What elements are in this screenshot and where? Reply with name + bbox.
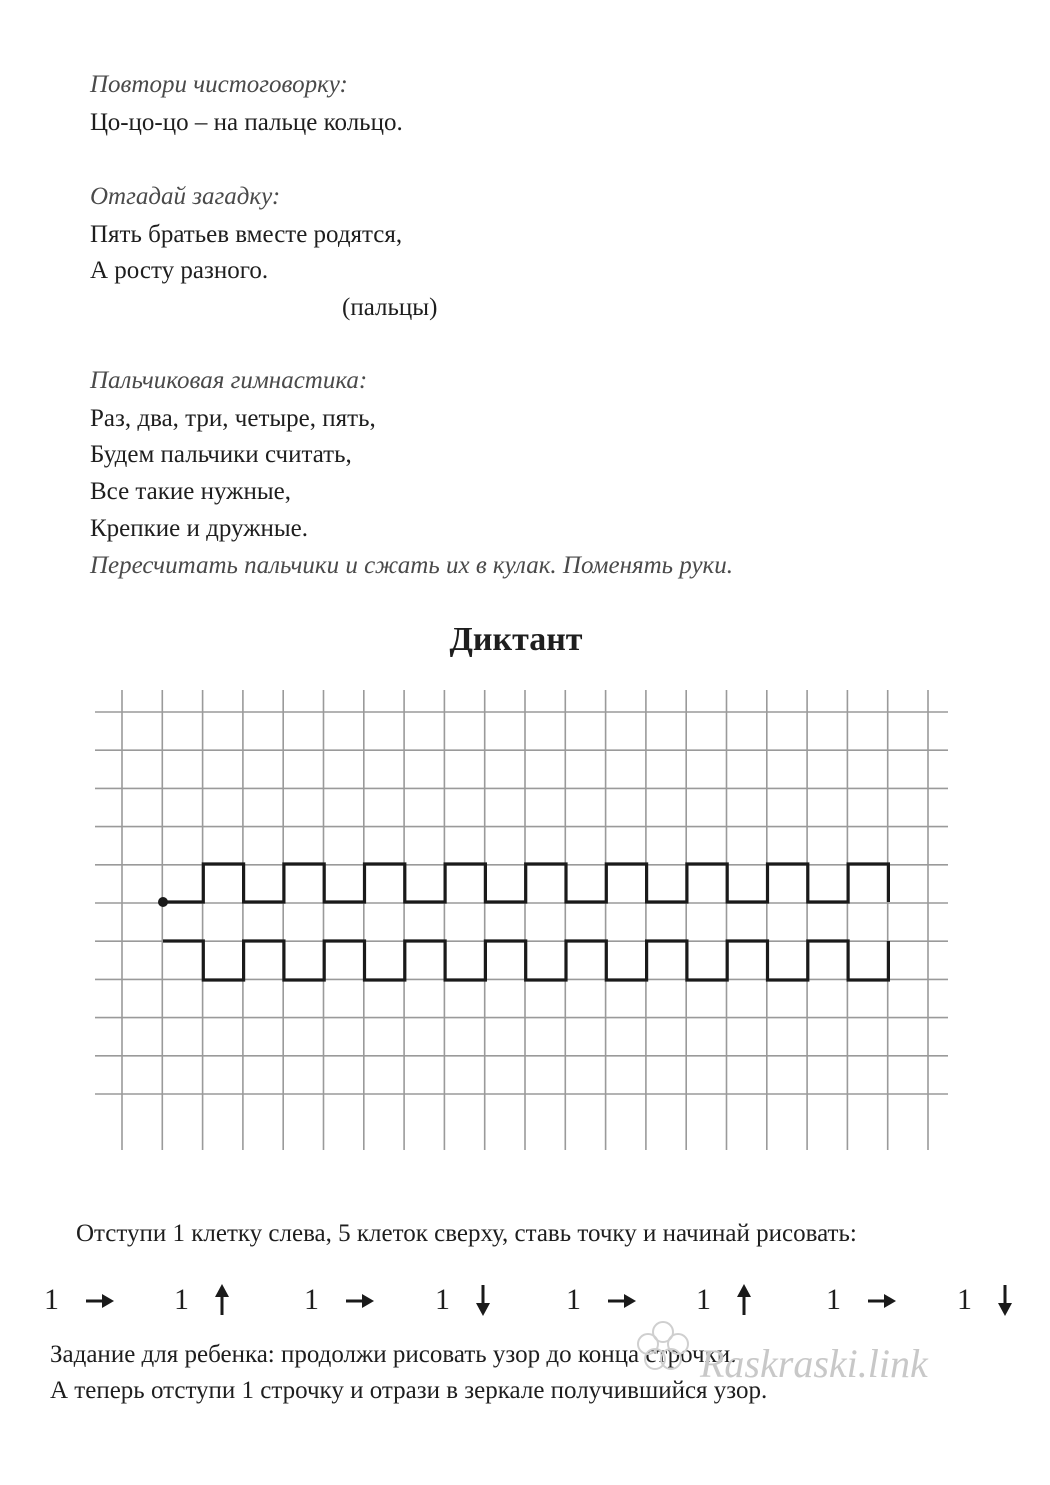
arrow-right-icon xyxy=(82,1283,116,1317)
riddle-line-2: А росту разного. xyxy=(90,257,269,284)
watermark: Raskraski.link xyxy=(700,1341,928,1386)
sequence-count: 1 xyxy=(304,1283,319,1316)
riddle-answer: (пальцы) xyxy=(342,294,438,321)
task-line-1: Задание для ребенка: продолжи рисовать узор до конца строчки. xyxy=(50,1341,737,1368)
arrow-right-icon xyxy=(604,1283,638,1317)
sequence-count: 1 xyxy=(435,1283,450,1316)
tongue-twister-text: Цо-цо-цо – на пальце кольцо. xyxy=(90,109,403,136)
flower-watermark-icon xyxy=(628,1318,698,1374)
arrow-right-icon xyxy=(864,1283,898,1317)
task-line-2: А теперь отступи 1 строчку и отрази в зеркале получившийся узор. xyxy=(50,1377,768,1404)
pattern-upper xyxy=(163,864,888,902)
pattern-mirrored xyxy=(163,941,888,980)
arrow-up-icon xyxy=(732,1283,756,1317)
sequence-count: 1 xyxy=(826,1283,841,1316)
finger-gym-line-3: Все такие нужные, xyxy=(90,478,291,505)
sequence-count: 1 xyxy=(174,1283,189,1316)
riddle-heading: Отгадай загадку: xyxy=(90,183,281,210)
sequence-count: 1 xyxy=(957,1283,972,1316)
finger-gym-heading: Пальчиковая гимнастика: xyxy=(90,367,368,394)
tongue-twister-heading: Повтори чистоговорку: xyxy=(90,71,348,98)
dictation-instruction: Отступи 1 клетку слева, 5 клеток сверху, ставь точку и начинай рисовать: xyxy=(76,1220,857,1247)
arrow-up-icon xyxy=(210,1283,234,1317)
finger-gym-instruction: Пересчитать пальчики и сжать их в кулак. Поменять руки. xyxy=(90,552,734,579)
riddle-line-1: Пять братьев вместе родятся, xyxy=(90,221,403,248)
finger-gym-line-2: Будем пальчики считать, xyxy=(90,441,352,468)
finger-gym-line-4: Крепкие и дружные. xyxy=(90,515,309,542)
dictation-title: Диктант xyxy=(449,621,583,658)
arrow-down-icon xyxy=(993,1283,1017,1317)
sequence-count: 1 xyxy=(44,1283,59,1316)
arrow-right-icon xyxy=(342,1283,376,1317)
finger-gym-line-1: Раз, два, три, четыре, пять, xyxy=(90,405,376,432)
sequence-count: 1 xyxy=(566,1283,581,1316)
arrow-down-icon xyxy=(471,1283,495,1317)
sequence-count: 1 xyxy=(696,1283,711,1316)
start-point xyxy=(158,897,168,907)
